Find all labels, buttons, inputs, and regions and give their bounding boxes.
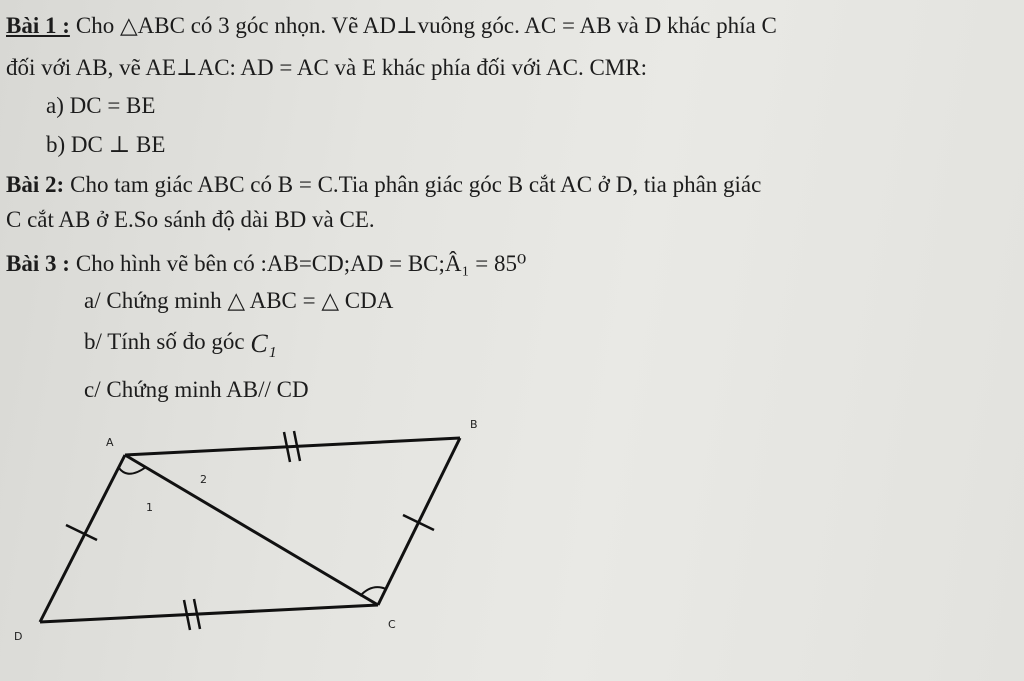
angle-label-2: 2 — [200, 473, 207, 486]
bai3-part-a: a/ Chứng minh △ ABC = △ CDA — [84, 288, 394, 313]
bai3-line1 — [6, 250, 526, 278]
vertex-label-c: C — [388, 618, 396, 631]
bai3-part-b-text: b/ Tính số đo góc — [84, 329, 245, 354]
bai1-line2: đối với AB, vẽ AE⊥AC: AD = AC và E khác phía đối với AC. CMR: — [6, 55, 647, 80]
bai3-part-c: c/ Chứng minh AB// CD — [84, 377, 309, 402]
bai1-part-b: b) DC ⊥ BE — [46, 132, 166, 157]
bai2-line1 — [6, 171, 761, 199]
tick-bc — [403, 515, 434, 530]
angle-label-1: 1 — [146, 501, 153, 514]
bai3-part-b — [84, 327, 277, 356]
side-da — [40, 455, 125, 622]
angle-c1-symbol: C₁ — [250, 329, 277, 358]
vertex-label-a: A — [106, 436, 114, 449]
angle-arc-a — [119, 467, 146, 474]
diagonal-ac — [125, 455, 378, 605]
bai3-text-1: Cho hình vẽ bên có :AB=CD;AD = BC;Â₁ = 85⁰ — [75, 251, 527, 276]
parallelogram-figure — [0, 400, 520, 670]
bai3-label: Bài 3 : — [6, 251, 70, 276]
bai1-text-1: Cho △ABC có 3 góc nhọn. Vẽ AD⊥vuông góc. AC = AB và D khác phía C — [75, 13, 777, 38]
bai1-line1 — [6, 12, 777, 40]
bai2-line2: C cắt AB ở E.So sánh độ dài BD và CE. — [6, 207, 375, 232]
side-ab — [125, 438, 460, 455]
vertex-label-b: B — [470, 418, 478, 431]
bai2-text-1: Cho tam giác ABC có B = C.Tia phân giác góc B cắt AC ở D, tia phân giác — [70, 172, 762, 197]
vertex-label-d: D — [14, 630, 23, 643]
side-cd — [40, 605, 378, 622]
bai1-label: Bài 1 : — [6, 13, 70, 38]
bai1-part-a: a) DC = BE — [46, 93, 156, 118]
bai2-label: Bài 2: — [6, 172, 65, 197]
parallelogram-diagram — [0, 400, 520, 670]
